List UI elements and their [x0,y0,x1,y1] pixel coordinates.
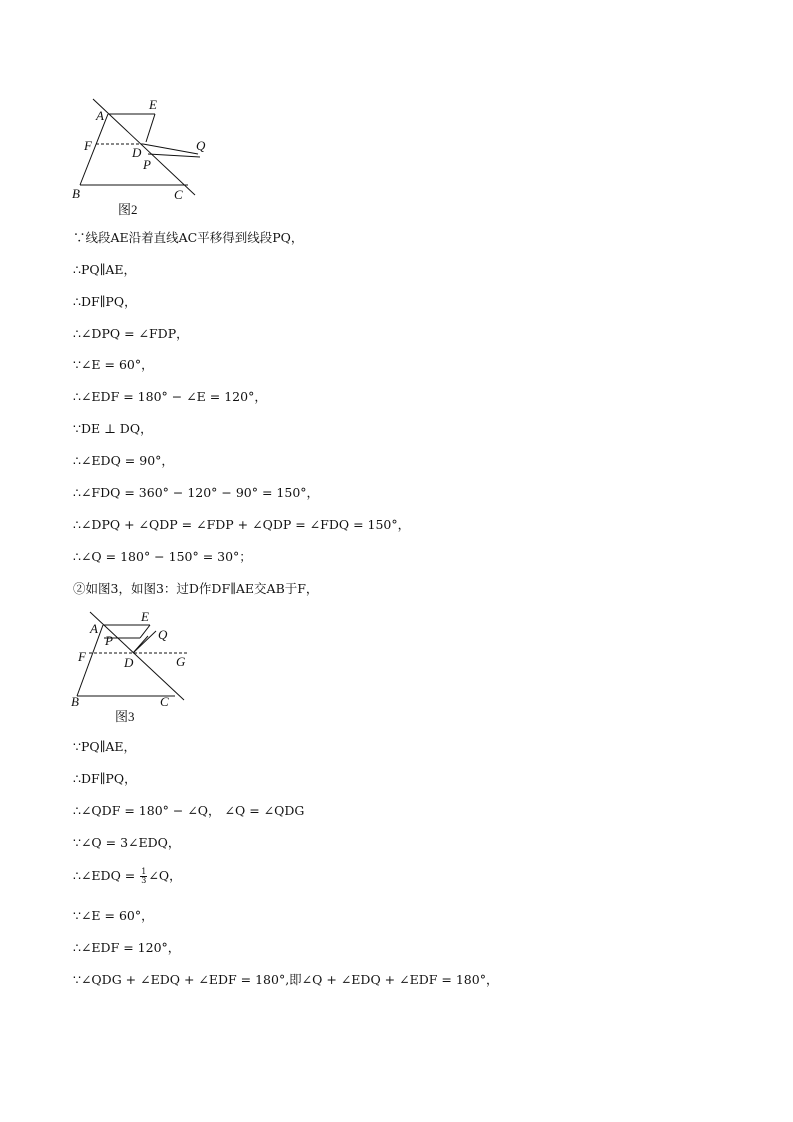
fig3-label-a: A [90,621,98,636]
text-line: ∵DE ⊥ DQ， [73,421,153,436]
fig3-label-c: C [160,694,169,709]
text-line: ∴DF∥PQ， [73,771,137,786]
text-line: ∵线段AE沿着直线AC平移得到线段PQ， [73,230,304,245]
fig3-label-q: Q [158,627,168,642]
fraction-denominator: 3 [141,876,147,885]
text-line: ∴∠QDF = 180° − ∠Q， ∠Q = ∠QDG [73,803,305,818]
figure-3 [60,604,220,728]
text-line: ∴∠EDF = 120°， [73,940,181,955]
figure-3-diagram [60,604,220,728]
text-line: ∴∠DPQ = ∠FDP， [73,326,189,341]
fig3-label-f: F [78,649,86,664]
fig3-label-d: D [124,655,134,670]
text-line: ②如图3，如图3：过D作DF∥AE交AB于F， [73,581,319,596]
text-line: ∴DF∥PQ， [73,294,137,309]
fig2-label-b: B [72,186,80,201]
fraction-line [73,868,182,885]
fig2-label-f: F [84,138,92,153]
figure-2-diagram [60,92,220,222]
fraction-line-prefix: ∴∠EDQ = [73,868,140,883]
text-line: ∴∠EDQ = 90°， [73,453,174,468]
fraction-numerator: 1 [141,867,147,876]
fig2-label-p: P [143,157,151,172]
text-line: ∴∠FDQ = 360° − 120° − 90° = 150°， [73,485,320,500]
fig2-label-c: C [174,187,183,202]
fig2-label-a: A [96,108,104,123]
fig3-label-e: E [141,609,149,624]
text-line: ∴∠Q = 180° − 150° = 30°； [73,549,252,564]
fraction-line-suffix: ∠Q， [148,868,182,883]
fraction [140,868,147,885]
fig3-label-g: G [176,654,186,669]
figure-2 [60,92,220,222]
fig3-caption: 图3 [115,709,135,724]
fig3-label-p: P [105,633,113,648]
text-line: ∵∠E = 60°， [73,357,154,372]
text-line: ∴∠EDF = 180° − ∠E = 120°， [73,389,267,404]
fig2-label-d: D [132,145,142,160]
fig2-label-q: Q [196,138,206,153]
text-line: ∴∠DPQ + ∠QDP = ∠FDP + ∠QDP = ∠FDQ = 150°， [73,517,411,532]
text-line: ∵PQ∥AE， [73,739,137,754]
text-line: ∵∠E = 60°， [73,908,154,923]
text-line: ∴PQ∥AE， [73,262,137,277]
fig2-label-e: E [149,97,157,112]
fig3-label-b: B [71,694,79,709]
fig2-caption: 图2 [118,202,138,217]
text-line: ∵∠QDG + ∠EDQ + ∠EDF = 180°,即∠Q + ∠EDQ + ∠EDF = 180°， [73,972,499,987]
text-line: ∵∠Q = 3∠EDQ， [73,835,181,850]
